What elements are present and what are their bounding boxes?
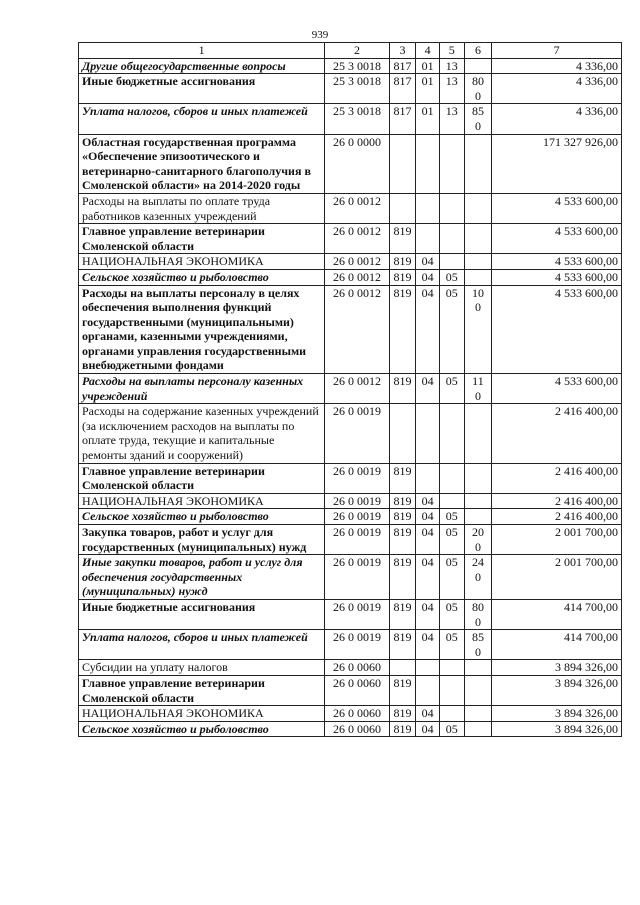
row-amount-cell: 3 894 326,00 <box>492 660 622 676</box>
row-subsection-code-cell: 05 <box>439 285 464 374</box>
row-section-code-cell: 04 <box>416 599 440 629</box>
header-cell: 5 <box>439 43 464 59</box>
row-section-code-cell <box>416 675 440 705</box>
row-section-code-cell: 04 <box>416 555 440 600</box>
row-name-cell: Главное управление ветеринарии Смоленской области <box>79 463 325 493</box>
row-section-code-cell: 01 <box>416 58 440 74</box>
table-header-row <box>79 43 622 59</box>
row-amount-cell: 4 533 600,00 <box>492 224 622 254</box>
row-amount-cell: 2 001 700,00 <box>492 525 622 555</box>
header-cell: 7 <box>492 43 622 59</box>
row-name-cell: Иные бюджетные ассигнования <box>79 599 325 629</box>
row-expense-type-cell <box>464 463 492 493</box>
row-target-code-cell: 26 0 0060 <box>325 675 389 705</box>
row-amount-cell: 2 001 700,00 <box>492 555 622 600</box>
row-ministry-code-cell: 817 <box>389 74 416 104</box>
header-cell: 2 <box>325 43 389 59</box>
row-expense-type-cell <box>464 134 492 193</box>
row-ministry-code-cell: 819 <box>389 374 416 404</box>
row-amount-cell: 2 416 400,00 <box>492 493 622 509</box>
row-section-code-cell <box>416 224 440 254</box>
row-name-cell: НАЦИОНАЛЬНАЯ ЭКОНОМИКА <box>79 493 325 509</box>
row-target-code-cell: 26 0 0019 <box>325 404 389 463</box>
row-subsection-code-cell <box>439 404 464 463</box>
row-amount-cell: 4 533 600,00 <box>492 269 622 285</box>
row-ministry-code-cell: 819 <box>389 675 416 705</box>
row-section-code-cell <box>416 193 440 223</box>
row-expense-type-cell <box>464 509 492 525</box>
row-ministry-code-cell: 819 <box>389 555 416 600</box>
row-amount-cell: 4 533 600,00 <box>492 254 622 270</box>
row-target-code-cell: 26 0 0019 <box>325 555 389 600</box>
row-amount-cell: 4 533 600,00 <box>492 285 622 374</box>
row-name-cell: НАЦИОНАЛЬНАЯ ЭКОНОМИКА <box>79 254 325 270</box>
row-subsection-code-cell: 13 <box>439 58 464 74</box>
row-amount-cell: 4 533 600,00 <box>492 374 622 404</box>
row-target-code-cell: 26 0 0019 <box>325 525 389 555</box>
row-target-code-cell: 26 0 0019 <box>325 493 389 509</box>
table-row <box>79 74 622 104</box>
row-subsection-code-cell: 05 <box>439 630 464 660</box>
row-expense-type-cell: 24 0 <box>464 555 492 600</box>
row-amount-cell: 171 327 926,00 <box>492 134 622 193</box>
row-ministry-code-cell: 819 <box>389 493 416 509</box>
row-expense-type-cell <box>464 58 492 74</box>
row-ministry-code-cell <box>389 660 416 676</box>
row-name-cell: Иные закупки товаров, работ и услуг для обеспечения государственных (муниципальных) нужд <box>79 555 325 600</box>
row-name-cell: Главное управление ветеринарии Смоленской области <box>79 675 325 705</box>
row-name-cell: Расходы на содержание казенных учреждений (за исключением расходов на выплаты по оплате труда, текущие и капитальные ремонты зданий и сооружений) <box>79 404 325 463</box>
row-subsection-code-cell <box>439 224 464 254</box>
row-section-code-cell <box>416 660 440 676</box>
row-section-code-cell: 04 <box>416 525 440 555</box>
row-section-code-cell: 04 <box>416 493 440 509</box>
row-expense-type-cell <box>464 706 492 722</box>
table-row <box>79 269 622 285</box>
row-expense-type-cell: 80 0 <box>464 599 492 629</box>
row-name-cell: Уплата налогов, сборов и иных платежей <box>79 630 325 660</box>
row-name-cell: Субсидии на уплату налогов <box>79 660 325 676</box>
row-target-code-cell: 25 3 0018 <box>325 104 389 134</box>
row-expense-type-cell: 85 0 <box>464 630 492 660</box>
row-target-code-cell: 26 0 0000 <box>325 134 389 193</box>
table-row <box>79 555 622 600</box>
row-ministry-code-cell: 819 <box>389 254 416 270</box>
row-subsection-code-cell <box>439 254 464 270</box>
row-amount-cell: 4 533 600,00 <box>492 193 622 223</box>
row-subsection-code-cell <box>439 134 464 193</box>
table-row <box>79 675 622 705</box>
row-ministry-code-cell: 819 <box>389 224 416 254</box>
row-name-cell: Главное управление ветеринарии Смоленской области <box>79 224 325 254</box>
row-name-cell: Сельское хозяйство и рыболовство <box>79 269 325 285</box>
row-amount-cell: 2 416 400,00 <box>492 509 622 525</box>
row-expense-type-cell <box>464 675 492 705</box>
row-section-code-cell: 04 <box>416 285 440 374</box>
row-name-cell: Расходы на выплаты персоналу в целях обеспечения выполнения функций государственными (муниципальными) органами, казенными учреждениями, органами управления государственными внебюджетными фондами <box>79 285 325 374</box>
row-target-code-cell: 26 0 0012 <box>325 254 389 270</box>
row-ministry-code-cell: 819 <box>389 706 416 722</box>
row-ministry-code-cell: 819 <box>389 525 416 555</box>
table-row <box>79 224 622 254</box>
table-row <box>79 630 622 660</box>
table-row <box>79 509 622 525</box>
row-expense-type-cell: 11 0 <box>464 374 492 404</box>
row-ministry-code-cell: 819 <box>389 285 416 374</box>
row-subsection-code-cell: 05 <box>439 599 464 629</box>
row-amount-cell: 4 336,00 <box>492 104 622 134</box>
row-name-cell: Уплата налогов, сборов и иных платежей <box>79 104 325 134</box>
row-subsection-code-cell <box>439 463 464 493</box>
row-subsection-code-cell: 05 <box>439 555 464 600</box>
table-row <box>79 463 622 493</box>
row-name-cell: Другие общегосударственные вопросы <box>79 58 325 74</box>
row-ministry-code-cell: 819 <box>389 509 416 525</box>
table-row <box>79 374 622 404</box>
row-section-code-cell: 04 <box>416 254 440 270</box>
row-amount-cell: 4 336,00 <box>492 58 622 74</box>
row-section-code-cell <box>416 404 440 463</box>
row-ministry-code-cell: 819 <box>389 599 416 629</box>
row-expense-type-cell <box>464 721 492 737</box>
row-section-code-cell: 01 <box>416 74 440 104</box>
table-row <box>79 58 622 74</box>
row-section-code-cell: 04 <box>416 630 440 660</box>
table-row <box>79 193 622 223</box>
row-subsection-code-cell <box>439 193 464 223</box>
table-row <box>79 254 622 270</box>
row-expense-type-cell <box>464 224 492 254</box>
row-amount-cell: 414 700,00 <box>492 599 622 629</box>
row-ministry-code-cell <box>389 193 416 223</box>
row-section-code-cell <box>416 463 440 493</box>
row-amount-cell: 2 416 400,00 <box>492 463 622 493</box>
table-row <box>79 721 622 737</box>
row-expense-type-cell: 80 0 <box>464 74 492 104</box>
row-name-cell: Сельское хозяйство и рыболовство <box>79 721 325 737</box>
header-cell: 3 <box>389 43 416 59</box>
row-name-cell: Областная государственная программа «Обеспечение эпизоотического и ветеринарно-санитарного благополучия в Смоленской области» на 2014-2020 годы <box>79 134 325 193</box>
row-expense-type-cell: 10 0 <box>464 285 492 374</box>
row-subsection-code-cell: 05 <box>439 721 464 737</box>
row-expense-type-cell <box>464 493 492 509</box>
row-name-cell: Закупка товаров, работ и услуг для государственных (муниципальных) нужд <box>79 525 325 555</box>
row-target-code-cell: 26 0 0060 <box>325 660 389 676</box>
row-target-code-cell: 26 0 0012 <box>325 285 389 374</box>
header-cell: 4 <box>416 43 440 59</box>
row-amount-cell: 2 416 400,00 <box>492 404 622 463</box>
row-section-code-cell: 04 <box>416 721 440 737</box>
row-ministry-code-cell: 819 <box>389 721 416 737</box>
row-section-code-cell: 04 <box>416 374 440 404</box>
row-target-code-cell: 26 0 0019 <box>325 463 389 493</box>
row-ministry-code-cell: 817 <box>389 58 416 74</box>
row-expense-type-cell: 20 0 <box>464 525 492 555</box>
row-ministry-code-cell <box>389 134 416 193</box>
row-section-code-cell: 04 <box>416 706 440 722</box>
table-row <box>79 660 622 676</box>
row-name-cell: Расходы на выплаты по оплате труда работников казенных учреждений <box>79 193 325 223</box>
row-target-code-cell: 26 0 0019 <box>325 509 389 525</box>
row-section-code-cell: 01 <box>416 104 440 134</box>
row-amount-cell: 3 894 326,00 <box>492 675 622 705</box>
row-target-code-cell: 26 0 0012 <box>325 224 389 254</box>
row-target-code-cell: 26 0 0060 <box>325 721 389 737</box>
row-name-cell: Сельское хозяйство и рыболовство <box>79 509 325 525</box>
header-cell: 1 <box>79 43 325 59</box>
row-target-code-cell: 26 0 0060 <box>325 706 389 722</box>
row-expense-type-cell <box>464 269 492 285</box>
budget-table <box>78 42 622 737</box>
row-amount-cell: 3 894 326,00 <box>492 721 622 737</box>
row-target-code-cell: 25 3 0018 <box>325 74 389 104</box>
row-ministry-code-cell: 817 <box>389 104 416 134</box>
row-ministry-code-cell <box>389 404 416 463</box>
row-subsection-code-cell <box>439 706 464 722</box>
row-ministry-code-cell: 819 <box>389 630 416 660</box>
table-row <box>79 525 622 555</box>
row-name-cell: НАЦИОНАЛЬНАЯ ЭКОНОМИКА <box>79 706 325 722</box>
row-target-code-cell: 26 0 0012 <box>325 193 389 223</box>
row-name-cell: Расходы на выплаты персоналу казенных учреждений <box>79 374 325 404</box>
row-target-code-cell: 26 0 0012 <box>325 374 389 404</box>
table-row <box>79 134 622 193</box>
row-target-code-cell: 26 0 0012 <box>325 269 389 285</box>
row-name-cell: Иные бюджетные ассигнования <box>79 74 325 104</box>
row-subsection-code-cell <box>439 660 464 676</box>
table-row <box>79 599 622 629</box>
page-number: 939 <box>311 29 329 41</box>
row-expense-type-cell <box>464 660 492 676</box>
row-expense-type-cell <box>464 404 492 463</box>
row-expense-type-cell: 85 0 <box>464 104 492 134</box>
row-target-code-cell: 26 0 0019 <box>325 630 389 660</box>
row-expense-type-cell <box>464 193 492 223</box>
row-subsection-code-cell: 13 <box>439 74 464 104</box>
table-row <box>79 493 622 509</box>
row-subsection-code-cell: 13 <box>439 104 464 134</box>
row-subsection-code-cell <box>439 493 464 509</box>
row-target-code-cell: 25 3 0018 <box>325 58 389 74</box>
row-section-code-cell: 04 <box>416 509 440 525</box>
row-target-code-cell: 26 0 0019 <box>325 599 389 629</box>
table-row <box>79 285 622 374</box>
row-section-code-cell: 04 <box>416 269 440 285</box>
row-amount-cell: 414 700,00 <box>492 630 622 660</box>
row-ministry-code-cell: 819 <box>389 269 416 285</box>
table-row <box>79 104 622 134</box>
row-subsection-code-cell: 05 <box>439 374 464 404</box>
row-amount-cell: 4 336,00 <box>492 74 622 104</box>
row-amount-cell: 3 894 326,00 <box>492 706 622 722</box>
row-subsection-code-cell: 05 <box>439 269 464 285</box>
row-ministry-code-cell: 819 <box>389 463 416 493</box>
header-cell: 6 <box>464 43 492 59</box>
row-subsection-code-cell: 05 <box>439 509 464 525</box>
row-subsection-code-cell: 05 <box>439 525 464 555</box>
row-expense-type-cell <box>464 254 492 270</box>
table-row <box>79 404 622 463</box>
table-row <box>79 706 622 722</box>
row-section-code-cell <box>416 134 440 193</box>
row-subsection-code-cell <box>439 675 464 705</box>
